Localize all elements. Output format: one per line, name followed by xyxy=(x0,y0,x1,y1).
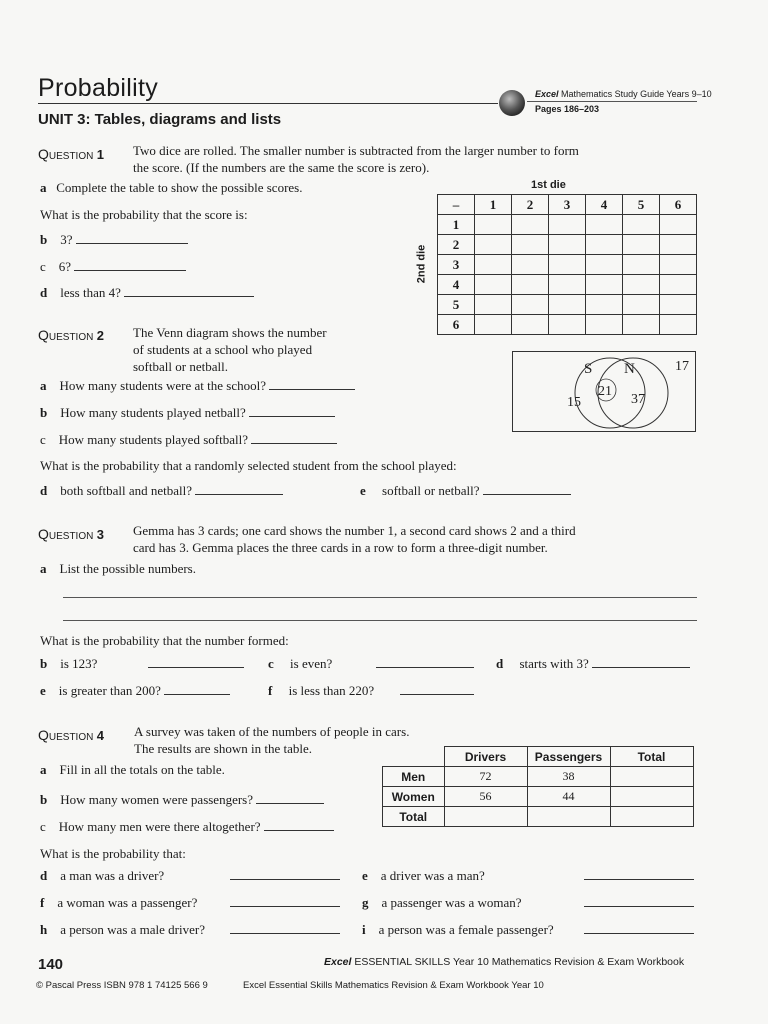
part-letter: a xyxy=(40,561,47,576)
survey-empty-corner xyxy=(383,747,445,767)
dice-col-header: 2 xyxy=(512,195,549,215)
dice-answer-cell[interactable] xyxy=(660,215,697,235)
part-text: List the possible numbers. xyxy=(59,561,196,576)
question-3-label xyxy=(38,526,104,542)
dice-answer-cell[interactable] xyxy=(660,315,697,335)
dice-answer-cell[interactable] xyxy=(586,295,623,315)
survey-total-cell[interactable] xyxy=(527,807,610,827)
part-letter: b xyxy=(40,656,48,671)
page-number: 140 xyxy=(38,956,64,973)
unit-heading: UNIT 3: Tables, diagrams and lists xyxy=(38,111,282,128)
survey-row-women xyxy=(383,787,694,807)
dice-table-top-label: 1st die xyxy=(531,179,566,191)
part-text: starts with 3? xyxy=(519,656,589,671)
answer-blank[interactable] xyxy=(376,656,474,668)
question-word: Question xyxy=(38,327,94,343)
q4-part-a xyxy=(40,762,225,778)
part-letter: d xyxy=(40,285,48,300)
answer-blank[interactable] xyxy=(256,792,324,804)
part-letter: b xyxy=(40,405,48,420)
answer-blank[interactable] xyxy=(249,405,335,417)
q2-text-line1: The Venn diagram shows the number xyxy=(133,325,327,340)
question-1-label xyxy=(38,146,104,162)
q4-part-f xyxy=(40,895,197,911)
dice-answer-cell[interactable] xyxy=(512,295,549,315)
part-letter: c xyxy=(40,432,46,447)
dice-answer-cell[interactable] xyxy=(586,255,623,275)
dice-answer-cell[interactable] xyxy=(660,255,697,275)
part-text: How many men were there altogether? xyxy=(58,819,261,834)
dice-answer-cell[interactable] xyxy=(623,255,660,275)
dice-answer-cell[interactable] xyxy=(586,275,623,295)
dice-col-header: 3 xyxy=(549,195,586,215)
dice-answer-cell[interactable] xyxy=(512,275,549,295)
answer-blank[interactable] xyxy=(592,656,690,668)
answer-blank[interactable] xyxy=(195,483,283,495)
dice-answer-cell[interactable] xyxy=(623,295,660,315)
part-text: a person was a female passenger? xyxy=(378,922,554,937)
dice-answer-cell[interactable] xyxy=(475,215,512,235)
answer-blank[interactable] xyxy=(74,259,186,271)
q1-part-c xyxy=(40,259,186,275)
question-2-label xyxy=(38,327,104,343)
dice-corner-cell: – xyxy=(438,195,475,215)
dice-answer-cell[interactable] xyxy=(586,235,623,255)
part-text: softball or netball? xyxy=(382,483,480,498)
dice-answer-cell[interactable] xyxy=(623,275,660,295)
survey-col-passengers: Passengers xyxy=(527,747,610,767)
q1-text-line2: the score. (If the numbers are the same the score is zero). xyxy=(133,160,430,175)
q3-part-c xyxy=(268,656,332,672)
answer-blank[interactable] xyxy=(164,683,230,695)
answer-blank[interactable] xyxy=(584,895,694,907)
survey-header-row xyxy=(383,747,694,767)
answer-line[interactable] xyxy=(63,597,697,598)
dice-answer-cell[interactable] xyxy=(549,255,586,275)
dice-row xyxy=(438,255,697,275)
q2-part-e xyxy=(360,483,571,499)
part-letter: e xyxy=(362,868,368,883)
dice-answer-cell[interactable] xyxy=(475,255,512,275)
part-text: is less than 220? xyxy=(288,683,375,698)
part-letter: c xyxy=(268,656,274,671)
answer-blank[interactable] xyxy=(483,483,571,495)
part-letter: a xyxy=(40,180,47,195)
survey-col-total: Total xyxy=(610,747,693,767)
part-text: is greater than 200? xyxy=(58,683,161,698)
part-text: a man was a driver? xyxy=(60,868,165,883)
dice-score-table xyxy=(437,194,697,335)
dice-row-header: 4 xyxy=(438,275,475,295)
dice-row-header: 1 xyxy=(438,215,475,235)
part-letter: b xyxy=(40,792,48,807)
page-title: Probability xyxy=(38,74,159,102)
q1-part-d xyxy=(40,285,254,301)
q4-part-h xyxy=(40,922,205,938)
q3-part-f xyxy=(268,683,374,699)
dice-col-header: 5 xyxy=(623,195,660,215)
q4-part-d xyxy=(40,868,164,884)
q2-text-line3: softball or netball. xyxy=(133,359,228,374)
q2-prob-intro: What is the probability that a randomly selected student from the school played: xyxy=(40,458,457,473)
q4-part-g xyxy=(362,895,522,911)
footer-series-text: ESSENTIAL SKILLS Year 10 Mathematics Revision & Exam Workbook xyxy=(354,956,685,968)
dice-answer-cell[interactable] xyxy=(660,295,697,315)
survey-table xyxy=(382,746,694,827)
q4-part-b xyxy=(40,792,324,808)
q1-part-a xyxy=(40,180,302,196)
venn-both: 21 xyxy=(598,384,612,399)
answer-blank[interactable] xyxy=(76,232,188,244)
part-text: a passenger was a woman? xyxy=(381,895,522,910)
dice-answer-cell[interactable] xyxy=(549,215,586,235)
reference-rule xyxy=(527,101,697,102)
survey-row-label: Women xyxy=(383,787,445,807)
q4-part-c xyxy=(40,819,334,835)
q3-part-b xyxy=(40,656,97,672)
q3-prob-intro: What is the probability that the number formed: xyxy=(40,633,289,648)
q4-prob-intro: What is the probability that: xyxy=(40,846,186,861)
dice-row xyxy=(438,295,697,315)
reference-pages: Pages 186–203 xyxy=(535,104,600,114)
dice-answer-cell[interactable] xyxy=(512,235,549,255)
part-text: 6? xyxy=(58,259,72,274)
reference-text: Mathematics Study Guide Years 9–10 xyxy=(561,89,712,99)
footer-brand: Excel xyxy=(324,956,352,968)
dice-row-header: 2 xyxy=(438,235,475,255)
part-letter: a xyxy=(40,762,47,777)
dice-row xyxy=(438,215,697,235)
part-text: How many students played netball? xyxy=(60,405,246,420)
title-rule xyxy=(38,103,498,104)
part-text: How many students played softball? xyxy=(58,432,248,447)
venn-diagram xyxy=(512,351,696,432)
dice-answer-cell[interactable] xyxy=(660,235,697,255)
dice-answer-cell[interactable] xyxy=(623,235,660,255)
dice-answer-cell[interactable] xyxy=(512,215,549,235)
dice-row-header: 5 xyxy=(438,295,475,315)
dice-answer-cell[interactable] xyxy=(512,255,549,275)
part-letter: i xyxy=(362,922,366,937)
q3-part-e xyxy=(40,683,230,699)
dice-answer-cell[interactable] xyxy=(549,275,586,295)
survey-total-cell[interactable] xyxy=(610,807,693,827)
answer-blank[interactable] xyxy=(230,895,340,907)
dice-col-header: 4 xyxy=(586,195,623,215)
part-text: a person was a male driver? xyxy=(60,922,205,937)
dice-answer-cell[interactable] xyxy=(549,235,586,255)
answer-blank[interactable] xyxy=(124,285,254,297)
part-letter: b xyxy=(40,232,48,247)
part-text: Complete the table to show the possible scores. xyxy=(56,180,303,195)
dice-answer-cell[interactable] xyxy=(475,275,512,295)
survey-row-label: Total xyxy=(383,807,445,827)
survey-total-cell[interactable] xyxy=(610,767,693,787)
survey-row-men xyxy=(383,767,694,787)
part-letter: f xyxy=(40,895,45,910)
part-text: a woman was a passenger? xyxy=(57,895,198,910)
survey-cell: 72 xyxy=(444,767,527,787)
answer-blank[interactable] xyxy=(148,656,244,668)
q3-text-line2: card has 3. Gemma places the three cards in a row to form a three-digit number. xyxy=(133,540,548,555)
part-letter: c xyxy=(40,819,46,834)
part-text: is 123? xyxy=(60,656,98,671)
part-letter: e xyxy=(40,683,46,698)
answer-blank[interactable] xyxy=(584,922,694,934)
question-number: 2 xyxy=(96,328,104,343)
answer-blank[interactable] xyxy=(230,868,340,880)
q2-part-b xyxy=(40,405,335,421)
part-text: 3? xyxy=(60,232,73,247)
dice-answer-cell[interactable] xyxy=(660,275,697,295)
question-word: Question xyxy=(38,727,94,743)
dice-row xyxy=(438,275,697,295)
part-text: is even? xyxy=(290,656,333,671)
question-number: 3 xyxy=(96,527,104,542)
dice-row xyxy=(438,315,697,335)
survey-cell: 44 xyxy=(527,787,610,807)
dice-answer-cell[interactable] xyxy=(623,215,660,235)
part-text: a driver was a man? xyxy=(380,868,485,883)
dice-row xyxy=(438,235,697,255)
answer-blank[interactable] xyxy=(584,868,694,880)
dice-answer-cell[interactable] xyxy=(512,315,549,335)
dice-answer-cell[interactable] xyxy=(586,215,623,235)
dice-answer-cell[interactable] xyxy=(475,235,512,255)
q1-part-b xyxy=(40,232,188,248)
dice-answer-cell[interactable] xyxy=(623,315,660,335)
answer-blank[interactable] xyxy=(269,378,355,390)
dice-col-header: 6 xyxy=(660,195,697,215)
q4-text-line2: The results are shown in the table. xyxy=(134,741,312,756)
dice-answer-cell[interactable] xyxy=(549,295,586,315)
part-text: both softball and netball? xyxy=(60,483,193,498)
question-4-label xyxy=(38,727,104,743)
q3-text-line1: Gemma has 3 cards; one card shows the number 1, a second card shows 2 and a third xyxy=(133,523,576,538)
footer-book-title: Excel Essential Skills Mathematics Revision & Exam Workbook Year 10 xyxy=(243,980,544,991)
q4-part-e xyxy=(362,868,485,884)
q2-text-line2: of students at a school who played xyxy=(133,342,313,357)
venn-softball-only: 15 xyxy=(567,395,581,410)
reference-disc-icon xyxy=(497,88,527,118)
answer-blank[interactable] xyxy=(264,819,334,831)
question-word: Question xyxy=(38,146,94,162)
question-number: 1 xyxy=(96,147,104,162)
q2-part-d xyxy=(40,483,283,499)
reference-line xyxy=(535,89,712,99)
survey-row-label: Men xyxy=(383,767,445,787)
q2-part-a xyxy=(40,378,355,394)
q1-text-line1: Two dice are rolled. The smaller number is subtracted from the larger number to form xyxy=(133,143,579,158)
part-letter: d xyxy=(40,483,48,498)
dice-answer-cell[interactable] xyxy=(475,315,512,335)
survey-total-cell[interactable] xyxy=(444,807,527,827)
dice-answer-cell[interactable] xyxy=(586,315,623,335)
dice-row-header: 3 xyxy=(438,255,475,275)
part-letter: f xyxy=(268,683,273,698)
q3-part-a xyxy=(40,561,196,577)
q1-prob-intro: What is the probability that the score is: xyxy=(40,207,248,222)
part-letter: h xyxy=(40,922,48,937)
answer-blank[interactable] xyxy=(230,922,340,934)
dice-col-header: 1 xyxy=(475,195,512,215)
dice-row-header: 6 xyxy=(438,315,475,335)
part-text: How many women were passengers? xyxy=(60,792,254,807)
q4-part-i xyxy=(362,922,554,938)
survey-cell: 38 xyxy=(527,767,610,787)
answer-blank[interactable] xyxy=(400,683,474,695)
part-text: less than 4? xyxy=(60,285,121,300)
dice-header-row xyxy=(438,195,697,215)
part-text: Fill in all the totals on the table. xyxy=(59,762,225,777)
q2-part-c xyxy=(40,432,337,448)
reference-brand: Excel xyxy=(535,89,559,99)
survey-row-total xyxy=(383,807,694,827)
q3-part-d xyxy=(496,656,690,672)
venn-netball-only: 37 xyxy=(631,392,645,407)
survey-cell: 56 xyxy=(444,787,527,807)
answer-line[interactable] xyxy=(63,620,697,621)
question-number: 4 xyxy=(96,728,104,743)
part-letter: g xyxy=(362,895,369,910)
part-text: How many students were at the school? xyxy=(59,378,267,393)
part-letter: e xyxy=(360,483,366,498)
dice-answer-cell[interactable] xyxy=(549,315,586,335)
survey-total-cell[interactable] xyxy=(610,787,693,807)
footer-copyright: © Pascal Press ISBN 978 1 74125 566 9 xyxy=(36,980,208,991)
venn-outside: 17 xyxy=(675,359,689,374)
dice-answer-cell[interactable] xyxy=(475,295,512,315)
part-letter: d xyxy=(40,868,48,883)
part-letter: d xyxy=(496,656,504,671)
footer-series xyxy=(324,956,684,968)
q4-text-line1: A survey was taken of the numbers of people in cars. xyxy=(134,724,410,739)
part-letter: c xyxy=(40,259,46,274)
venn-s-label: S xyxy=(584,361,593,377)
part-letter: a xyxy=(40,378,47,393)
question-word: Question xyxy=(38,526,94,542)
answer-blank[interactable] xyxy=(251,432,337,444)
survey-col-drivers: Drivers xyxy=(444,747,527,767)
dice-table-side-label: 2nd die xyxy=(415,244,428,284)
venn-n-label: N xyxy=(624,361,635,377)
